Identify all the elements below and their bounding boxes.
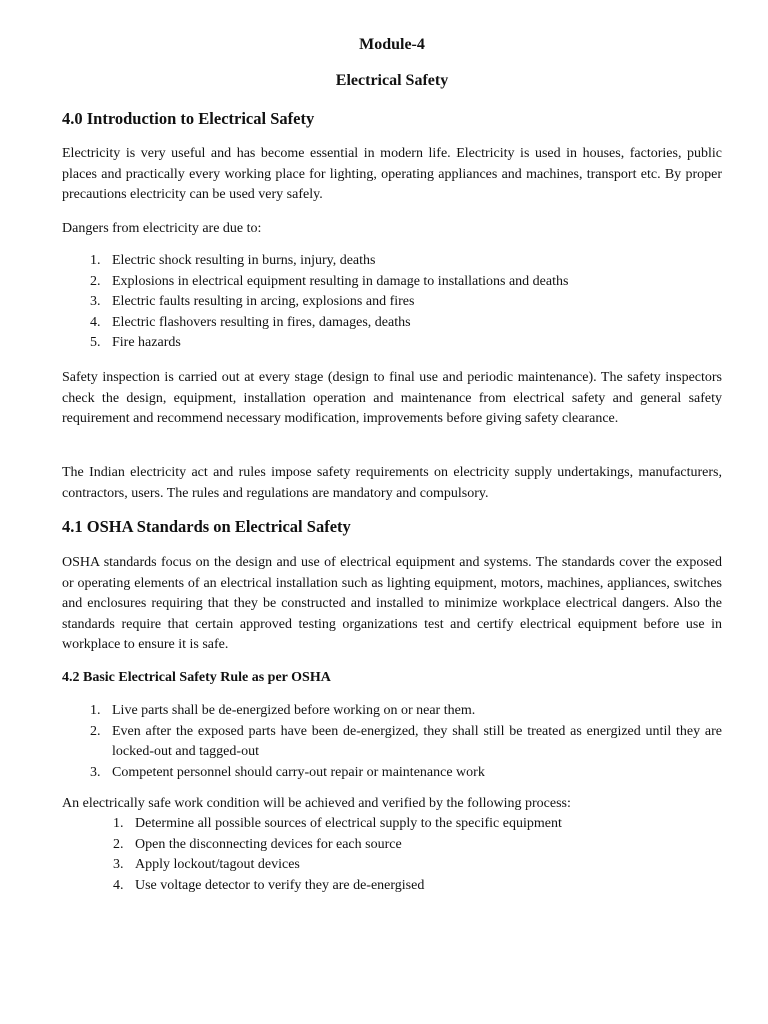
inspection-paragraph: Safety inspection is carried out at every stage (design to final use and periodic maintenance). The safety inspectors check the design, equipment, installation operation and maintenance from electrical safety and general safety requirement and recommend necessary modification, improvements before giving safety clearance. [62, 370, 722, 427]
list-item [62, 763, 722, 784]
list-number: 2. [90, 273, 101, 289]
list-item [62, 855, 722, 876]
dangers-list [62, 251, 722, 354]
list-item [62, 272, 722, 293]
list-text: Apply lockout/tagout devices [135, 857, 300, 873]
list-item [62, 333, 722, 354]
list-number: 1. [90, 253, 101, 268]
indian-act-paragraph: The Indian electricity act and rules impose safety requirements on electricity supply undertakings, manufacturers, contractors, users. The rules and regulations are mandatory and compulsory. [62, 465, 722, 501]
list-text: Electric flashovers resulting in fires, damages, deaths [112, 314, 411, 330]
safety-rules-list [62, 701, 722, 783]
list-text: Electric faults resulting in arcing, explosions and fires [112, 294, 415, 310]
intro-paragraph: Electricity is very useful and has become essential in modern life. Electricity is used in houses, factories, public places and practically every working place for lighting, operating appliances and machines, transport etc. By proper precautions electricity can be used very safely. [62, 146, 722, 203]
list-item [62, 292, 722, 313]
list-text: Explosions in electrical equipment resulting in damage to installations and deaths [112, 273, 569, 289]
process-list [62, 814, 722, 896]
list-number: 3. [113, 857, 124, 873]
list-item [62, 313, 722, 334]
list-text: Live parts shall be de-energized before working on or near them. [112, 703, 476, 718]
process-intro: An electrically safe work condition will be achieved and verified by the following process: [62, 796, 571, 811]
list-item [62, 701, 722, 722]
list-number: 2. [90, 723, 101, 739]
list-text: Open the disconnecting devices for each source [135, 836, 402, 852]
list-text: Fire hazards [112, 335, 181, 351]
osha-paragraph: OSHA standards focus on the design and use of electrical equipment and systems. The standards cover the exposed or operating elements of an electrical installation such as lighting equipment, motors, machines, appliances, switches and enclosures requiring that they be constructed and installed to minimize workplace electrical dangers. Also the standards require that certain approved testing organizations test and certify electrical equipment before use in workplace to ensure it is safe. [62, 555, 722, 653]
list-number: 4. [90, 314, 101, 330]
list-number: 1. [113, 816, 124, 831]
list-text: Competent personnel should carry-out repair or maintenance work [112, 764, 485, 780]
list-number: 3. [90, 764, 101, 780]
module-title: Module-4 [359, 36, 425, 53]
list-item [62, 814, 722, 835]
list-text: Determine all possible sources of electrical supply to the specific equipment [135, 816, 562, 831]
section-4-1-heading: 4.1 OSHA Standards on Electrical Safety [62, 517, 351, 536]
list-number: 2. [113, 836, 124, 852]
list-text: Even after the exposed parts have been de-energized, they shall still be treated as energized until they are locked-out and tagged-out [112, 723, 722, 760]
list-text: Electric shock resulting in burns, injury, deaths [112, 253, 376, 268]
list-item [62, 835, 722, 856]
list-item [62, 876, 722, 897]
dangers-intro: Dangers from electricity are due to: [62, 221, 262, 236]
section-4-2-heading: 4.2 Basic Electrical Safety Rule as per OSHA [62, 670, 331, 685]
list-number: 4. [113, 877, 124, 893]
section-4-0-heading: 4.0 Introduction to Electrical Safety [62, 109, 315, 128]
list-number: 1. [90, 703, 101, 718]
list-number: 5. [90, 335, 101, 351]
list-text: Use voltage detector to verify they are de-energised [135, 877, 425, 893]
list-item [62, 722, 722, 763]
list-item [62, 251, 722, 272]
list-number: 3. [90, 294, 101, 310]
document-title: Electrical Safety [335, 72, 449, 89]
